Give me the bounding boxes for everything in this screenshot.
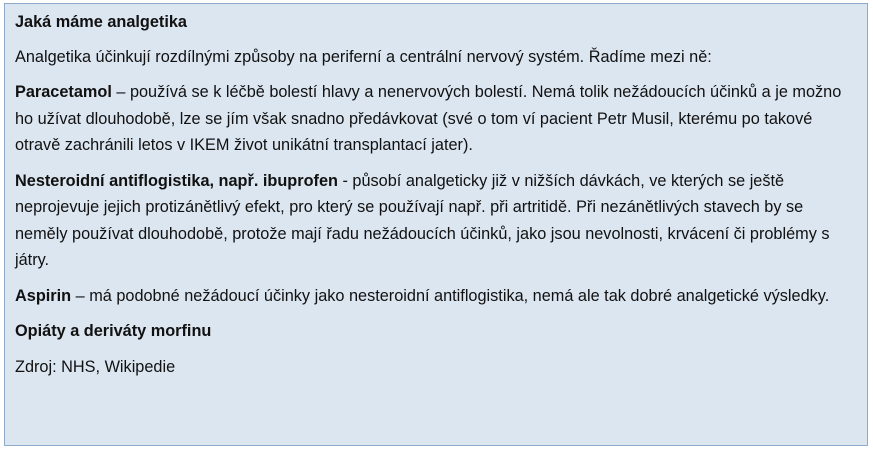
item-opiates — [15, 318, 857, 345]
intro-paragraph: Analgetika účinkují rozdílnými způsoby na periferní a centrální nervový systém. Řadíme mezi ně: — [15, 47, 712, 66]
item-name: Nesteroidní antiflogistika, např. ibuprofen — [15, 171, 338, 190]
item-description: - působí analgeticky již v nižších dávkách, ve kterých se ještě neprojevuje jejich protizánětlivý efekt, pro který se používají např. při artritidě. Při nezánětlivých stavech by se neměly používat dlouhodobě, protože mají řadu nežádoucích účinků, jako jsou nevolnosti, krvácení či problémy s játry. — [15, 171, 830, 269]
item-name: Paracetamol — [15, 83, 112, 101]
item-name: Aspirin — [15, 286, 72, 305]
item-nsaid — [15, 168, 857, 274]
item-aspirin — [15, 283, 857, 310]
item-name: Opiáty a deriváty morfinu — [15, 322, 212, 340]
source-note: Zdroj: NHS, Wikipedie — [15, 357, 176, 376]
item-description: – má podobné nežádoucí účinky jako nesteroidní antiflogistika, nemá ale tak dobré analgetické výsledky. — [71, 286, 830, 305]
item-description: – používá se k léčbě bolestí hlavy a nenervových bolestí. Nemá tolik nežádoucích účinků a je možno ho užívat dlouhodobě, lze se jím však snadno předávkovat (své o tom ví pacient Petr Musil, kterému po takové otravě zachránili letos v IKEM život unikátní transplantací jater). — [15, 83, 842, 154]
info-box — [4, 3, 868, 446]
info-box-title: Jaká máme analgetika — [15, 13, 187, 31]
item-paracetamol — [15, 79, 857, 159]
